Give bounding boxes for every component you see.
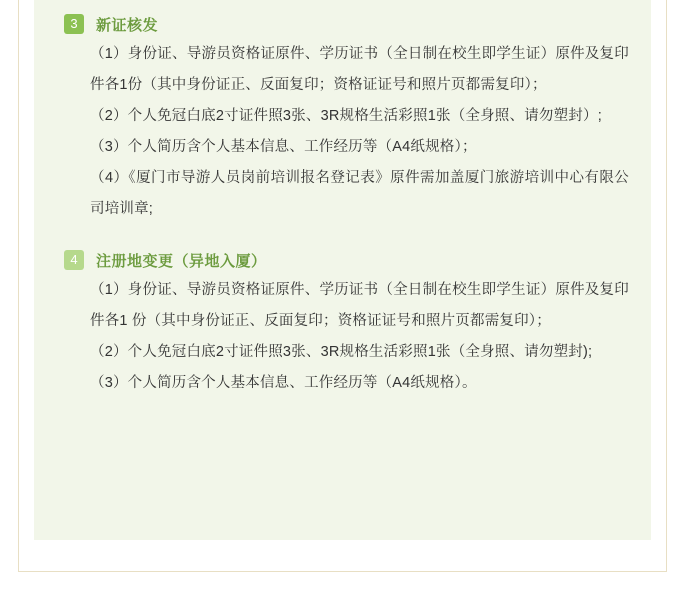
section-registration-change: [34, 225, 651, 409]
section-number-badge: 4: [64, 250, 84, 270]
paragraph: （3）个人简历含个人基本信息、工作经历等（A4纸规格）。: [90, 375, 477, 391]
spacer: [34, 399, 651, 409]
section-title: 新证核发: [96, 16, 159, 34]
content-panel: [34, 0, 651, 540]
section-header: [34, 245, 651, 275]
paragraph: （3）个人简历含个人基本信息、工作经历等（A4纸规格）；: [90, 139, 477, 155]
paragraph: （2）个人免冠白底2寸证件照3张、3R规格生活彩照1张（全身照、请勿塑封）;: [90, 108, 602, 124]
section-header: [34, 9, 651, 39]
paragraph: （1）身份证、导游员资格证原件、学历证书（全日制在校生即学生证）原件及复印件各1 份（其中身份证正、反面复印；资格证证号和照片页都需复印）；: [90, 282, 629, 329]
paragraph: （4）《厦门市导游人员岗前培训报名登记表》原件需加盖厦门旅游培训中心有限公司培训章;: [90, 170, 629, 217]
section-number-badge: 3: [64, 14, 84, 34]
paragraph: （2）个人免冠白底2寸证件照3张、3R规格生活彩照1张（全身照、请勿塑封);: [90, 344, 593, 360]
section-new-certificate: [34, 0, 651, 225]
section-title: 注册地变更（异地入厦）: [96, 252, 267, 270]
paragraph: （1）身份证、导游员资格证原件、学历证书（全日制在校生即学生证）原件及复印件各1份（其中身份证正、反面复印；资格证证号和照片页都需复印）；: [90, 46, 629, 93]
